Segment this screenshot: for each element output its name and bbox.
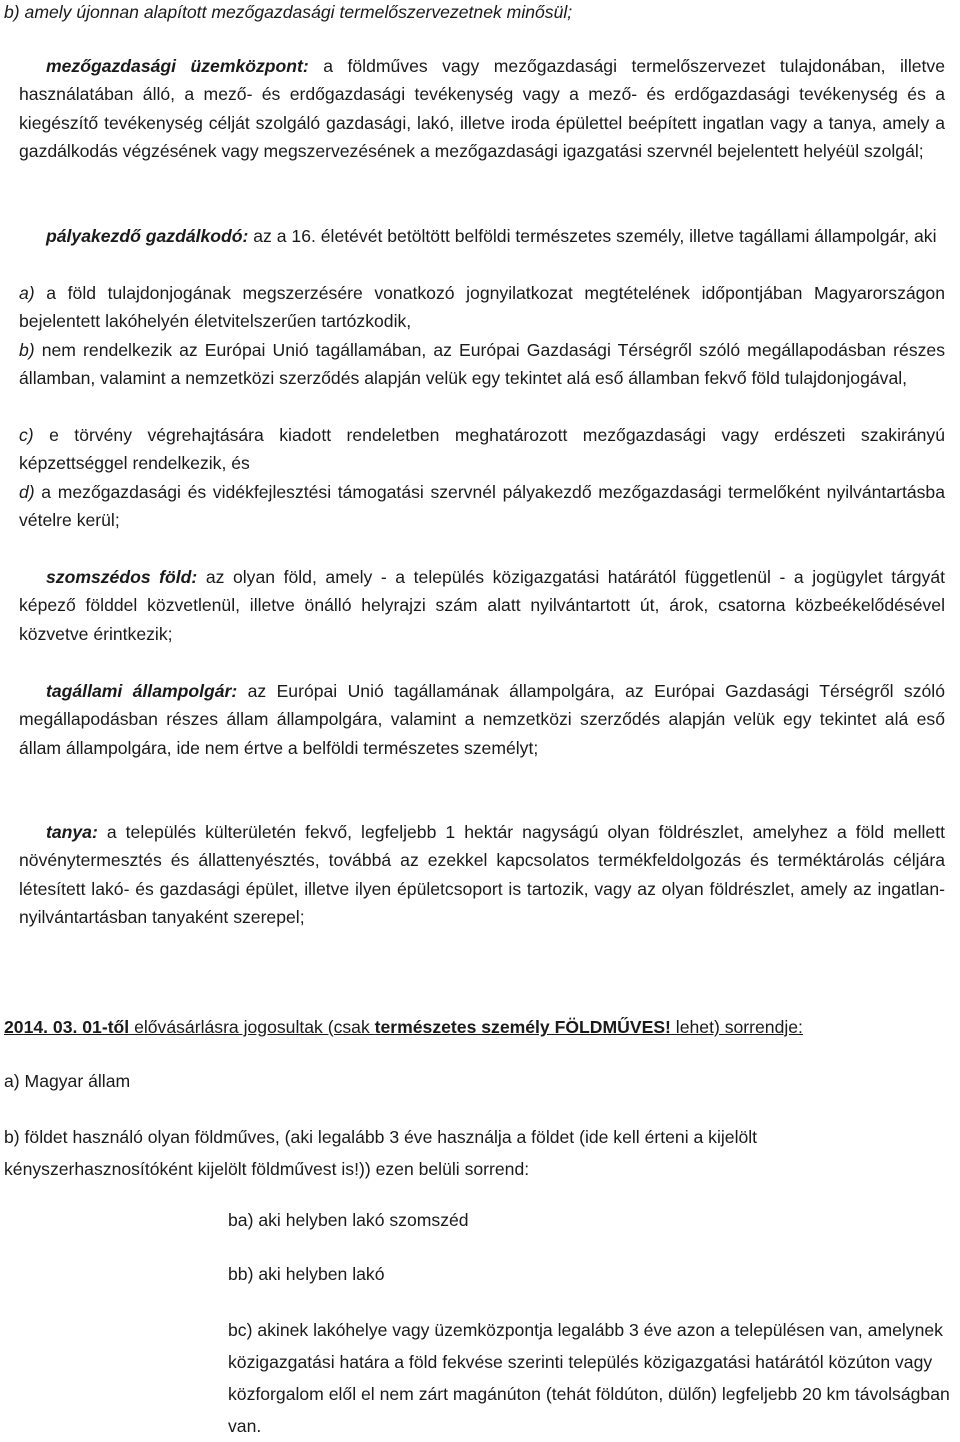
- list-item-label: d): [19, 482, 35, 502]
- definition-text: a település külterületén fekvő, legfeljebb 1 hektár nagyságú olyan földrészlet, amelyhez a föld mellett növénytermesztés és állattenyésztés, továbbá az ezekkel kapcsolatos termékfeldolgozás és terméktárolás céljára létesített lakó- és gazdasági épület, illetve ilyen épületcsoport is tartozik, vagy az olyan földrészlet, amely az ingatlan-nyilvántartásban tanyaként szerepel;: [19, 822, 945, 928]
- list-item-text: nem rendelkezik az Európai Unió tagállamában, az Európai Gazdasági Térségről szóló megállapodásban részes államban, valamint a nemzetközi szerződés alapján velük egy tekintet alá eső államban fekvő föld tulajdonjogával,: [19, 340, 945, 389]
- sub-item-bc: bc) akinek lakóhelye vagy üzemközpontja legalább 3 éve azon a településen van, amelynek közigazgatási határa a föld fekvése szerinti település közigazgatási határától közúton vagy közforgalom elől el nem zárt magánúton (tehát földúton, dülőn) legfeljebb 20 km távolságban van.: [228, 1320, 950, 1436]
- definition-text: a földműves vagy mezőgazdasági termelőszervezet tulajdonában, illetve használatában álló, a mező- és erdőgazdasági tevékenység vagy a mező- és erdőgazdasági tevékenység és a kiegészítő tevékenység célját szolgáló gazdasági, lakó, illetve iroda épülettel beépített ingatlan vagy a tanya, amely a gazdálkodás végzésének vagy megszervezésének a mezőgazdasági igazgatási szervnél bejelentett helyéül szolgál;: [19, 56, 945, 162]
- heading-date: 2014. 03. 01-től: [4, 1017, 130, 1037]
- list-item-c: [19, 421, 945, 478]
- list-item-text: e törvény végrehajtására kiadott rendeletben meghatározott mezőgazdasági vagy erdészeti szakirányú képzettséggel rendelkezik, és: [19, 425, 945, 474]
- preemption-heading: 2014. 03. 01-től elővásárlásra jogosultak (csak természetes személy FÖLDMŰVES! lehet) sorrendje:: [4, 1017, 803, 1037]
- definition-term: szomszédos föld:: [46, 567, 198, 587]
- order-item-b: b) földet használó olyan földműves, (aki legalább 3 éve használja a földet (ide kell érteni a kijelölt kényszerhasznosítóként kijelölt földművest is!)) ezen belüli sorrend:: [4, 1127, 758, 1179]
- definition-term: tagállami állampolgár:: [46, 681, 238, 701]
- definition-text: az a 16. életévét betöltött belföldi természetes személy, illetve tagállami állampolgár, aki: [248, 226, 937, 246]
- definition-palyakezdo: [19, 222, 945, 250]
- list-item-label: a): [19, 283, 35, 303]
- sub-item-ba: ba) aki helyben lakó szomszéd: [228, 1210, 469, 1230]
- definition-text: az olyan föld, amely - a település közigazgatási határától függetlenül - a jogügylet tárgyát képező földdel közvetlenül, illetve önálló helyrajzi szám alatt nyilvántartott út, árok, csatorna közbeékelődésével közvetve érintkezik;: [19, 567, 945, 644]
- sub-item-bb: bb) aki helyben lakó: [228, 1264, 385, 1284]
- definition-tagallami-allampolgar: [19, 677, 945, 762]
- list-item-a: [19, 279, 945, 336]
- list-item-label: c): [19, 425, 34, 445]
- order-item-a: a) Magyar állam: [4, 1071, 131, 1091]
- list-item-b: [19, 336, 945, 393]
- heading-emphasis: természetes személy FÖLDMŰVES!: [374, 1017, 671, 1037]
- definition-term: mezőgazdasági üzemközpont:: [46, 56, 309, 76]
- definition-szomszedos-fold: [19, 563, 945, 648]
- definition-term: tanya:: [46, 822, 98, 842]
- item-b-intro: b) amely újonnan alapított mezőgazdasági termelőszervezetnek minősül;: [4, 2, 573, 22]
- list-item-d: [19, 478, 945, 535]
- definition-uzemkozpont: [19, 52, 945, 166]
- list-item-text: a mezőgazdasági és vidékfejlesztési támogatási szervnél pályakezdő mezőgazdasági termelőként nyilvántartásba vételre kerül;: [19, 482, 945, 531]
- definition-tanya: [19, 818, 945, 932]
- definition-text: az Európai Unió tagállamának állampolgára, az Európai Gazdasági Térségről szóló megállapodásban részes állam állampolgára, valamint a nemzetközi szerződés alapján velük egy tekintet alá eső állam állampolgára, ide nem értve a belföldi természetes személyt;: [19, 681, 945, 758]
- definition-term: pályakezdő gazdálkodó:: [46, 226, 249, 246]
- list-item-label: b): [19, 340, 35, 360]
- list-item-text: a föld tulajdonjogának megszerzésére vonatkozó jognyilatkozat megtételének időpontjában Magyarországon bejelentett lakóhelyén életvitelszerűen tartózkodik,: [19, 283, 945, 332]
